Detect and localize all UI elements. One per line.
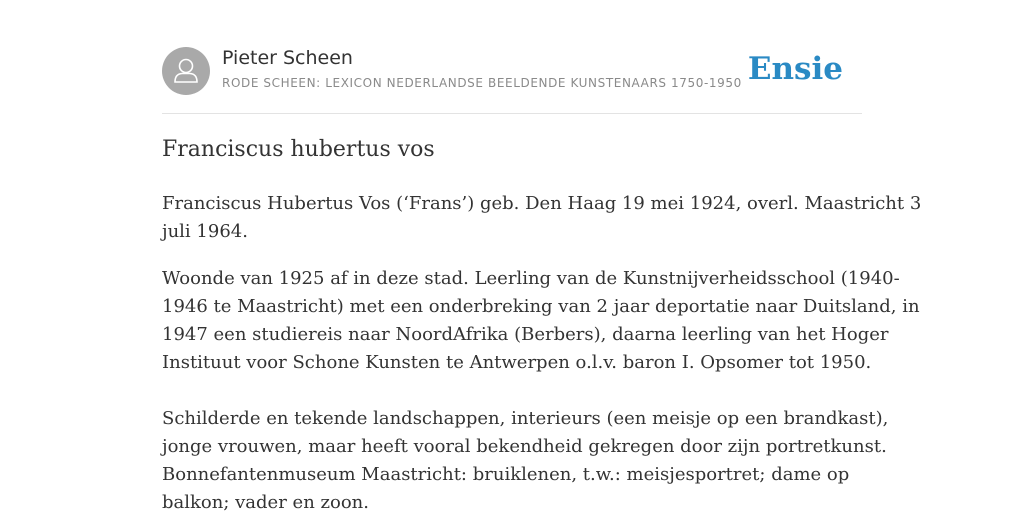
text-line: 1946 te Maastricht) met een onderbreking van 2 jaar deportatie naar Duitsland, in xyxy=(162,296,920,317)
header-divider xyxy=(162,113,862,114)
text-line: 1947 een studiereis naar NoordAfrika (Berbers), daarna leerling van het Hoger xyxy=(162,324,889,345)
entry-title: Franciscus hubertus vos xyxy=(162,137,435,162)
text-line: balkon; vader en zoon. xyxy=(162,492,369,512)
text-line: Woonde van 1925 af in deze stad. Leerling van de Kunstnijverheidsschool (1940- xyxy=(162,268,900,289)
paragraph-work xyxy=(162,405,889,512)
author-avatar[interactable] xyxy=(162,47,210,95)
text-line: Schilderde en tekende landschappen, interieurs (een meisje op een brandkast), xyxy=(162,408,889,429)
text-line: jonge vrouwen, maar heeft vooral bekendheid gekregen door zijn portretkunst. xyxy=(162,436,887,457)
text-line: juli 1964. xyxy=(162,221,248,242)
paragraph-education xyxy=(162,265,920,377)
text-line: Bonnefantenmuseum Maastricht: bruiklenen, t.w.: meisjesportret; dame op xyxy=(162,464,850,485)
author-name[interactable]: Pieter Scheen xyxy=(222,47,353,69)
ensie-logo[interactable]: Ensie xyxy=(747,51,843,87)
paragraph-biography xyxy=(162,190,922,246)
text-line: Instituut voor Schone Kunsten te Antwerpen o.l.v. baron I. Opsomer tot 1950. xyxy=(162,352,872,373)
user-silhouette-icon xyxy=(162,47,210,95)
source-lexicon[interactable]: RODE SCHEEN: LEXICON NEDERLANDSE BEELDENDE KUNSTENAARS 1750-1950 xyxy=(222,76,742,90)
entry-header xyxy=(162,46,862,96)
text-line: Franciscus Hubertus Vos (‘Frans’) geb. Den Haag 19 mei 1924, overl. Maastricht 3 xyxy=(162,193,922,214)
